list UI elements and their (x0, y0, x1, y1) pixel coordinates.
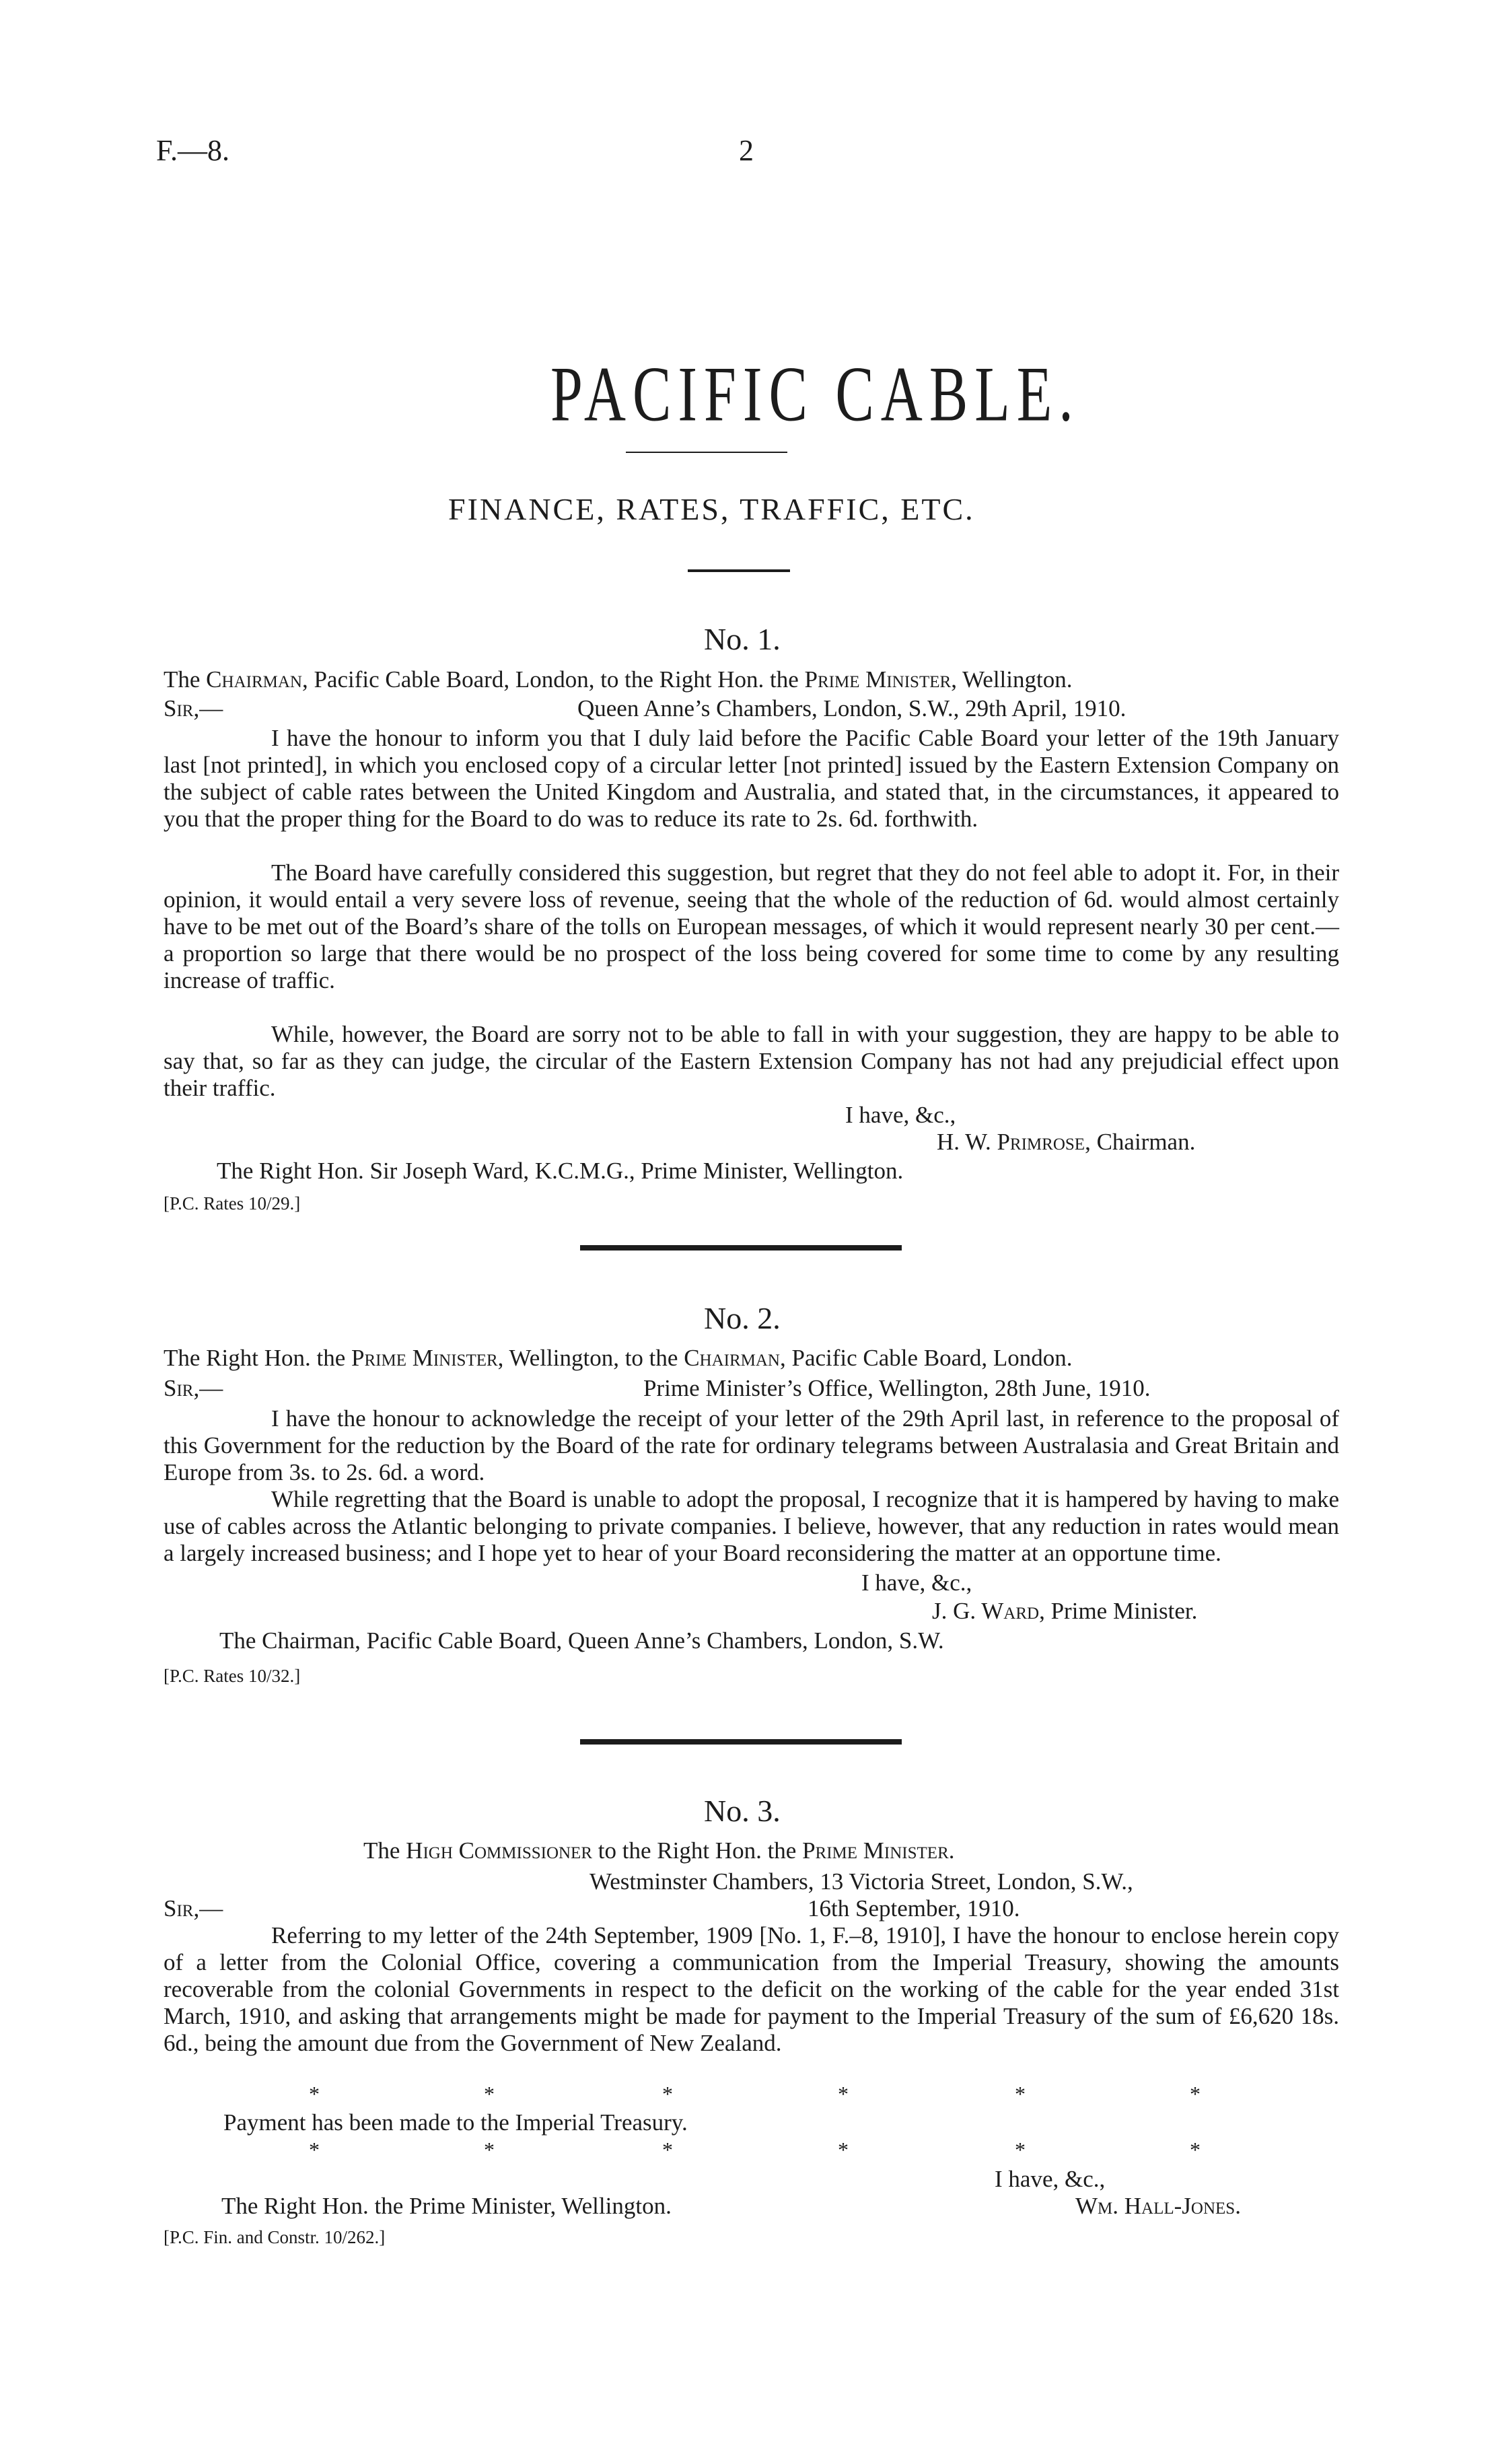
ellipsis-star: * (1015, 2138, 1026, 2162)
letter-1-closing: I have, &c., (845, 1102, 956, 1128)
letter-2-address: Prime Minister’s Office, Wellington, 28th June, 1910. (643, 1375, 1151, 1401)
letter-2-number: No. 2. (704, 1301, 781, 1335)
ellipsis-star: * (838, 2138, 849, 2162)
letter-3-salutation: Sir,— (164, 1895, 223, 1922)
document-title: PACIFIC CABLE. (550, 350, 1080, 438)
letter-1-heading: The Chairman, Pacific Cable Board, London, to the Right Hon. the Prime Minister, Wellington. (164, 666, 1073, 693)
ellipsis-star: * (1190, 2138, 1201, 2162)
letter-2-signature: J. G. Ward, Prime Minister. (932, 1598, 1198, 1624)
letter-3-address-line-2: 16th September, 1910. (808, 1895, 1020, 1922)
letter-2-addressee: The Chairman, Pacific Cable Board, Queen Anne’s Chambers, London, S.W. (219, 1627, 944, 1654)
letter-1-addressee: The Right Hon. Sir Joseph Ward, K.C.M.G., Prime Minister, Wellington. (217, 1158, 904, 1184)
letter-1-paragraph-3: While, however, the Board are sorry not to be able to fall in with your suggestion, they are happy to be able to say that, so far as they can judge, the circular of the Eastern Extension Company has not had any prejudicial effect upon their traffic. (164, 1021, 1339, 1101)
ellipsis-star: * (1015, 2082, 1026, 2106)
letter-1-number: No. 1. (704, 622, 781, 656)
letter-1-salutation: Sir,— (164, 695, 223, 721)
ellipsis-star: * (662, 2138, 673, 2162)
letter-2-salutation: Sir,— (164, 1375, 223, 1401)
document-subtitle: FINANCE, RATES, TRAFFIC, ETC. (448, 492, 975, 526)
subtitle-rule (688, 569, 790, 572)
letter-3-paragraph-2: Payment has been made to the Imperial Treasury. (223, 2109, 688, 2136)
letter-3-heading: The High Commissioner to the Right Hon. the Prime Minister. (363, 1837, 955, 1864)
ellipsis-star: * (1190, 2082, 1201, 2106)
section-divider (580, 1245, 902, 1251)
ellipsis-star: * (309, 2138, 320, 2162)
letter-2-paragraph-2: While regretting that the Board is unable to adopt the proposal, I recognize that it is hampered by having to make use of cables across the Atlantic belonging to private companies. I believe, however, that any reduction in rates would mean a largely increased business; and I hope yet to hear of your Board reconsidering the matter at an opportune time. (164, 1486, 1339, 1566)
letter-2-closing: I have, &c., (861, 1570, 972, 1596)
document-reference: F.—8. (156, 134, 229, 167)
letter-1-paragraph-2: The Board have carefully considered this suggestion, but regret that they do not feel able to adopt it. For, in their opinion, it would entail a very severe loss of revenue, seeing that the whole of the reduction of 6d. would almost certainly have to be met out of the Board’s share of the tolls on European messages, of which it would represent nearly 30 per cent.—a proportion so large that there would be no prospect of the loss being covered for some time to come by any resulting increase of traffic. (164, 859, 1339, 993)
letter-3-paragraph-1: Referring to my letter of the 24th September, 1909 [No. 1, F.–8, 1910], I have the honour to enclose herein copy of a letter from the Colonial Office, covering a communication from the Imperial Treasury, showing the amounts recoverable from the colonial Governments in respect to the deficit on the working of the cable for the year ended 31st March, 1910, and asking that arrangements might be made for payment to the Imperial Treasury of the sum of £6,620 18s. 6d., being the amount due from the Government of New Zealand. (164, 1922, 1339, 2056)
page-number: 2 (739, 134, 754, 167)
ellipsis-star: * (484, 2082, 495, 2106)
letter-3-address-line-1: Westminster Chambers, 13 Victoria Street, London, S.W., (589, 1868, 1133, 1895)
letter-3-addressee: The Right Hon. the Prime Minister, Wellington. (221, 2193, 672, 2219)
section-divider (580, 1739, 902, 1745)
letter-2-file-reference: [P.C. Rates 10/32.] (164, 1666, 301, 1686)
letter-3-number: No. 3. (704, 1794, 781, 1828)
letter-3-signature: Wm. Hall-Jones. (1075, 2193, 1241, 2219)
letter-1-paragraph-1: I have the honour to inform you that I duly laid before the Pacific Cable Board your letter of the 19th January last [not printed], in which you enclosed copy of a circular letter [not printed] issued by the Eastern Extension Company on the subject of cable rates between the United Kingdom and Australia, and stated that, in the circumstances, it appeared to you that the proper thing for the Board to do was to reduce its rate to 2s. 6d. forthwith. (164, 725, 1339, 832)
title-rule (626, 452, 787, 453)
ellipsis-star: * (838, 2082, 849, 2106)
letter-2-paragraph-1: I have the honour to acknowledge the receipt of your letter of the 29th April last, in reference to the proposal of this Government for the reduction by the Board of the rate for ordinary telegrams between Australasia and Great Britain and Europe from 3s. to 2s. 6d. a word. (164, 1405, 1339, 1485)
letter-1-signature: H. W. Primrose, Chairman. (937, 1129, 1196, 1155)
letter-1-address: Queen Anne’s Chambers, London, S.W., 29th April, 1910. (577, 695, 1126, 721)
ellipsis-star: * (309, 2082, 320, 2106)
letter-1-file-reference: [P.C. Rates 10/29.] (164, 1193, 301, 1213)
letter-3-closing: I have, &c., (995, 2166, 1106, 2192)
letter-3-file-reference: [P.C. Fin. and Constr. 10/262.] (164, 2227, 386, 2247)
ellipsis-star: * (662, 2082, 673, 2106)
ellipsis-star: * (484, 2138, 495, 2162)
letter-2-heading: The Right Hon. the Prime Minister, Wellington, to the Chairman, Pacific Cable Board, London. (164, 1345, 1073, 1371)
